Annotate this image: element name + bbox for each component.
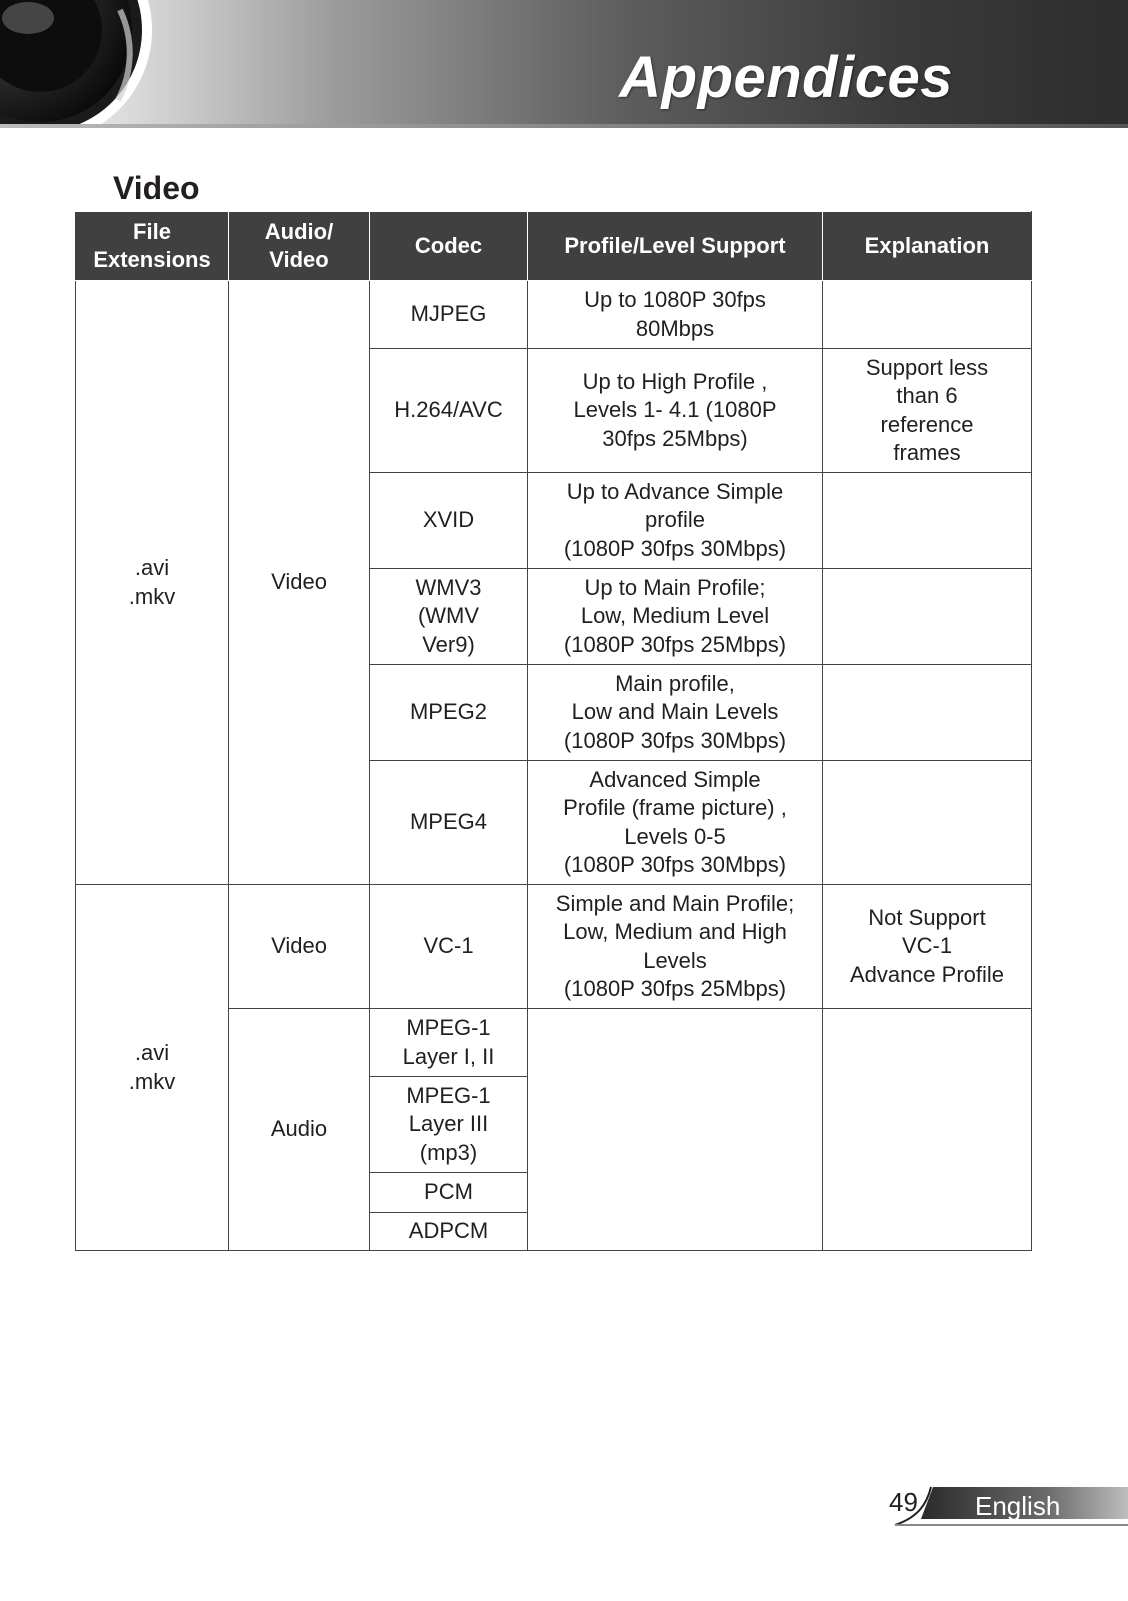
- footer-language: English: [975, 1491, 1061, 1521]
- codec-cell: ADPCM: [370, 1213, 528, 1251]
- page-title: Appendices: [619, 45, 953, 110]
- file-extensions-cell: .avi .mkv: [76, 885, 229, 1251]
- profile-cell: Main profile, Low and Main Levels (1080P 30fps 30Mbps): [528, 665, 823, 761]
- header-profile-level: Profile/Level Support: [528, 212, 823, 281]
- section-title: Video: [113, 170, 200, 206]
- lens-graphic: [0, 0, 180, 128]
- explanation-cell: Not Support VC-1 Advance Profile: [823, 885, 1032, 1009]
- explanation-cell: Support less than 6 reference frames: [823, 349, 1032, 473]
- profile-cell: Up to Advance Simple profile (1080P 30fps 30Mbps): [528, 473, 823, 569]
- profile-cell: Up to High Profile , Levels 1- 4.1 (1080P 30fps 25Mbps): [528, 349, 823, 473]
- page-number: 49: [889, 1487, 918, 1517]
- codec-cell: MPEG-1 Layer III (mp3): [370, 1077, 528, 1173]
- codec-cell: MJPEG: [370, 281, 528, 349]
- codec-cell: XVID: [370, 473, 528, 569]
- codec-cell: MPEG4: [370, 761, 528, 885]
- codec-cell: VC-1: [370, 885, 528, 1009]
- profile-cell: [528, 1009, 823, 1251]
- type-cell: Video: [229, 281, 370, 885]
- codec-support-table: [75, 211, 1032, 1251]
- codec-cell: H.264/AVC: [370, 349, 528, 473]
- table-row: [76, 885, 1032, 1009]
- codec-cell: PCM: [370, 1173, 528, 1213]
- explanation-cell: [823, 281, 1032, 349]
- profile-cell: Up to 1080P 30fps 80Mbps: [528, 281, 823, 349]
- explanation-cell: [823, 761, 1032, 885]
- explanation-cell: [823, 665, 1032, 761]
- type-cell: Audio: [229, 1009, 370, 1251]
- table-header-row: [76, 212, 1032, 281]
- header-file-extensions: File Extensions: [76, 212, 229, 281]
- header-codec: Codec: [370, 212, 528, 281]
- explanation-cell: [823, 569, 1032, 665]
- explanation-cell: [823, 473, 1032, 569]
- codec-cell: WMV3 (WMV Ver9): [370, 569, 528, 665]
- header-banner: [0, 0, 1128, 128]
- header-explanation: Explanation: [823, 212, 1032, 281]
- codec-cell: MPEG-1 Layer I, II: [370, 1009, 528, 1077]
- profile-cell: Up to Main Profile; Low, Medium Level (1080P 30fps 25Mbps): [528, 569, 823, 665]
- explanation-cell: [823, 1009, 1032, 1251]
- file-extensions-cell: .avi .mkv: [76, 281, 229, 885]
- table-row: [76, 281, 1032, 349]
- header-audio-video: Audio/ Video: [229, 212, 370, 281]
- profile-cell: Advanced Simple Profile (frame picture) , Levels 0-5 (1080P 30fps 30Mbps): [528, 761, 823, 885]
- type-cell: Video: [229, 885, 370, 1009]
- profile-cell: Simple and Main Profile; Low, Medium and High Levels (1080P 30fps 25Mbps): [528, 885, 823, 1009]
- codec-cell: MPEG2: [370, 665, 528, 761]
